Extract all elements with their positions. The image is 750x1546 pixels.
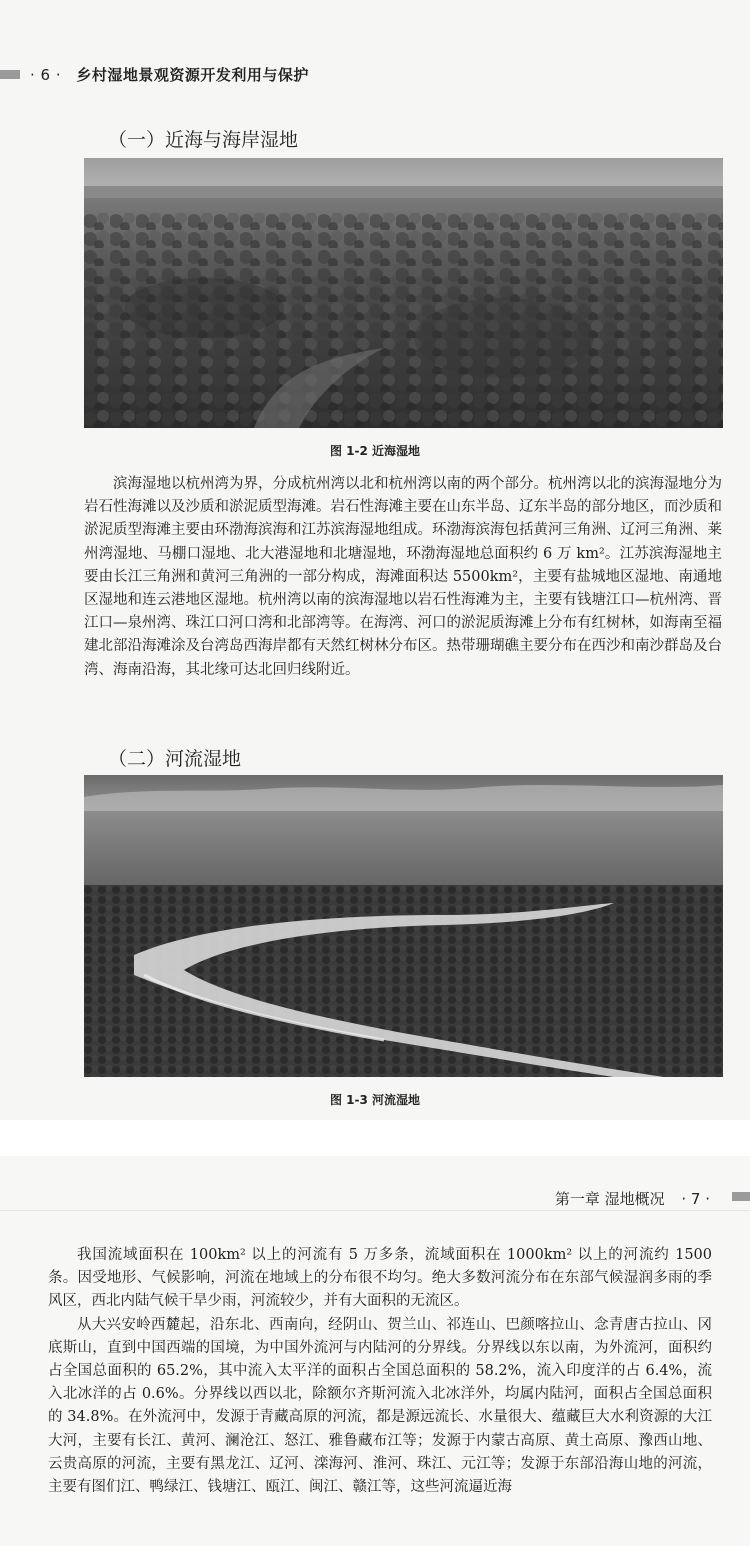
page-number: · 6 · <box>30 66 62 84</box>
header-rule <box>0 1210 750 1211</box>
header-marker <box>0 70 20 79</box>
figure-caption-coastal: 图 1-2 近海湿地 <box>329 444 421 458</box>
chapter-label: 第一章 湿地概况 <box>554 1190 665 1208</box>
river-wetland-text <box>48 1244 712 1499</box>
page-header <box>30 64 309 85</box>
paragraph: 从大兴安岭西麓起，沿东北、西南向，经阴山、贺兰山、祁连山、巴颜喀拉山、念青唐古拉山、冈底斯山，直到中国西端的国境，为中国外流河与内陆河的分界线。分界线以东以南，为外流河，面积约占全国总面积的 65.2%，其中流入太平洋的面积占全国总面积的 58.2%，流入印度洋的占 6.4%，流入北冰洋的占 0.6%。分界线以西以北，除额尔齐斯河流入北冰洋外，均属内陆河，面积占全国总面积的 34.8%。在外流河中，发源于青藏高原的河流，都是源远流长、水量很大、蕴藏巨大水利资源的大江大河，主要有长江、黄河、澜沧江、怒江、雅鲁藏布江等；发源于内蒙古高原、黄土高原、豫西山地、云贵高原的河流，主要有黑龙江、辽河、滦海河、淮河、珠江、元江等；发源于东部沿海山地的河流，主要有图们江、鸭绿江、钱塘江、瓯江、闽江、赣江等，这些河流逼近海 <box>48 1316 712 1496</box>
paragraph: 滨海湿地以杭州湾为界，分成杭州湾以北和杭州湾以南的两个部分。杭州湾以北的滨海湿地分为岩石性海滩以及沙质和淤泥质型海滩。岩石性海滩主要在山东半岛、辽东半岛的部分地区，而沙质和淤泥质型海滩主要由环渤海滨海和江苏滨海湿地组成。环渤海滨海包括黄河三角洲、辽河三角洲、莱州湾湿地、马棚口湿地、北大港湿地和北塘湿地，环渤海湿地总面积约 6 万 km²。江苏滨海湿地主要由长江三角洲和黄河三角洲的一部分构成，海滩面积达 5500km²，主要有盐城地区湿地、南通地区湿地和连云港地区湿地。杭州湾以南的滨海湿地以岩石性海滩为主，主要有钱塘江口—杭州湾、晋江口—泉州湾、珠江口河口湾和北部湾等。在海湾、河口的淤泥质海滩上分布有红树林，如海南至福建北部沿海滩涂及台湾岛西海岸都有天然红树林分布区。热带珊瑚礁主要分布在西沙和南沙群岛及台湾、海南沿海，其北缘可达北回归线附近。 <box>84 476 722 678</box>
coastal-wetland-photo <box>84 158 723 428</box>
coastal-wetland-paragraph <box>84 473 722 682</box>
river-wetland-photo <box>84 775 723 1077</box>
section-heading-coastal: （一）近海与海岸湿地 <box>108 129 299 151</box>
section-heading-river: （二）河流湿地 <box>108 748 242 770</box>
page-separator <box>0 1120 750 1156</box>
page-header-right <box>555 1188 710 1209</box>
book-title: 乡村湿地景观资源开发利用与保护 <box>76 66 309 84</box>
header-marker <box>732 1192 750 1201</box>
page-number: · 7 · <box>681 1190 710 1208</box>
paragraph: 我国流域面积在 100km² 以上的河流有 5 万多条，流域面积在 1000km² 以上的河流约 1500 条。因受地形、气候影响，河流在地域上的分布很不均匀。绝大多数河流分布在东部气候湿润多雨的季风区，西北内陆气候干旱少雨，河流较少，并有大面积的无流区。 <box>48 1247 712 1310</box>
figure-caption-river: 图 1-3 河流湿地 <box>329 1093 421 1107</box>
